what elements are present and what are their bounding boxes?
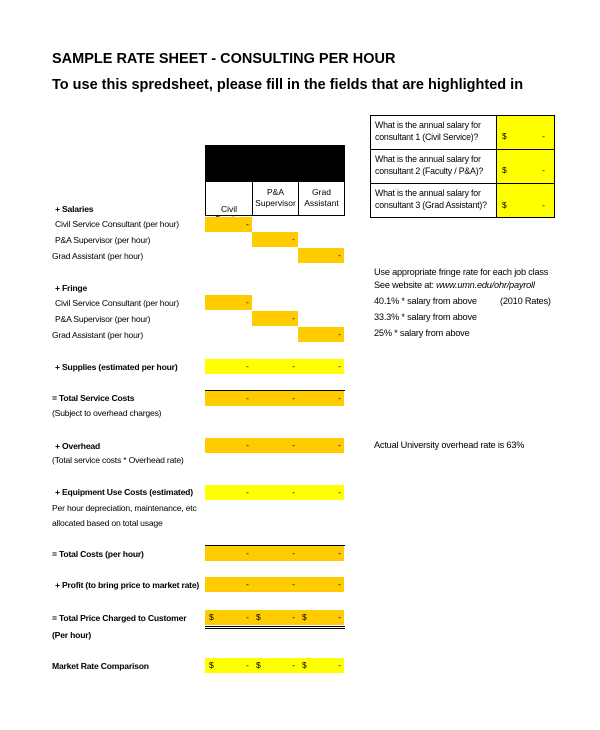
currency-symbol: $ [302, 612, 307, 622]
fringe-grad-label: Grad Assistant (per hour) [52, 330, 144, 340]
total-costs-civil-cell [205, 546, 252, 561]
column-header-grad-line2: Assistant [304, 198, 339, 208]
equipment-label: + Equipment Use Costs (estimated) [55, 487, 193, 497]
currency-symbol: $ [256, 612, 261, 622]
salaries-header: + Salaries [55, 204, 94, 214]
fringe-note-line-2 [374, 280, 535, 290]
cell-value: - [292, 579, 295, 589]
payroll-website-link[interactable]: www.umn.edu/ohr/payroll [436, 280, 535, 290]
cell-value: - [246, 440, 249, 450]
column-header-black-bar [205, 145, 345, 182]
page-subtitle: To use this spredsheet, please fill in the fields that are highlighted in [52, 77, 524, 93]
cell-value: - [292, 487, 295, 497]
cell-value: - [338, 579, 341, 589]
page-title: SAMPLE RATE SHEET - CONSULTING PER HOUR [52, 51, 396, 67]
overhead-civil-cell [205, 438, 252, 453]
cell-value: - [292, 660, 295, 670]
salary-input-1-currency: $ [502, 131, 507, 141]
fringe-note-prefix: See website at: [374, 280, 437, 290]
market-rate-civil-cell[interactable] [205, 658, 252, 673]
equipment-note-2: allocated based on total usage [52, 518, 163, 528]
salaries-grad-label: Grad Assistant (per hour) [52, 251, 144, 261]
cell-value: - [292, 361, 295, 371]
equipment-pa-cell[interactable] [252, 485, 298, 500]
cell-value: - [246, 361, 249, 371]
supplies-label: + Supplies (estimated per hour) [55, 362, 178, 372]
cell-value: - [246, 579, 249, 589]
salaries-grad-cell[interactable] [298, 248, 344, 263]
fringe-pa-cell[interactable] [252, 311, 298, 326]
profit-grad-cell [298, 577, 344, 592]
total-price-rule-2 [205, 628, 345, 629]
column-header-pa-line2: Supervisor [255, 198, 296, 208]
question-2-line-2: consultant 2 (Faculty / P&A)? [375, 166, 484, 176]
cell-value: - [292, 313, 295, 323]
total-price-civil-cell [205, 610, 252, 625]
supplies-pa-cell[interactable] [252, 359, 298, 374]
overhead-grad-cell [298, 438, 344, 453]
cell-value: - [338, 548, 341, 558]
salaries-pa-cell[interactable] [252, 232, 298, 247]
total-service-grad-cell [298, 391, 344, 406]
currency-symbol: $ [302, 660, 307, 670]
total-service-note: (Subject to overhead charges) [52, 408, 162, 418]
fringe-rate-grad: 25% * salary from above [374, 328, 470, 338]
overhead-note: (Total service costs * Overhead rate) [52, 455, 184, 465]
supplies-civil-cell[interactable] [205, 359, 252, 374]
cell-value: - [246, 393, 249, 403]
total-service-pa-cell [252, 391, 298, 406]
fringe-pa-label: P&A Supervisor (per hour) [55, 314, 151, 324]
question-box-2 [370, 149, 497, 184]
fringe-rate-year-note: (2010 Rates) [500, 296, 551, 306]
cell-value: - [338, 250, 341, 260]
column-header-pa-supervisor [252, 181, 299, 216]
cell-value: - [338, 487, 341, 497]
currency-symbol: $ [209, 660, 214, 670]
fringe-note-line-1: Use appropriate fringe rate for each job class [374, 267, 549, 277]
cell-value: - [246, 487, 249, 497]
salary-input-3[interactable] [496, 183, 555, 218]
cell-value: - [292, 440, 295, 450]
question-3-line-2: consultant 3 (Grad Assistant)? [375, 200, 487, 210]
market-rate-pa-cell[interactable] [252, 658, 298, 673]
cell-value: - [338, 361, 341, 371]
cell-value: - [338, 329, 341, 339]
cell-value: - [246, 612, 249, 622]
salaries-civil-label: Civil Service Consultant (per hour) [55, 219, 179, 229]
cell-value: - [338, 660, 341, 670]
profit-label: + Profit (to bring price to market rate) [55, 580, 200, 590]
question-box-1 [370, 115, 497, 150]
cell-value: - [338, 612, 341, 622]
cell-value: - [246, 548, 249, 558]
overhead-pa-cell [252, 438, 298, 453]
column-header-grad-assistant [298, 181, 345, 216]
market-rate-label: Market Rate Comparison [52, 661, 149, 671]
total-price-note: (Per hour) [52, 630, 92, 640]
total-costs-pa-cell [252, 546, 298, 561]
cell-value: - [338, 393, 341, 403]
fringe-header: + Fringe [55, 283, 88, 293]
fringe-rate-pa: 33.3% * salary from above [374, 312, 477, 322]
equipment-note-1: Per hour depreciation, maintenance, etc [52, 503, 197, 513]
currency-symbol: $ [256, 660, 261, 670]
column-header-civil-label: Civil [220, 204, 238, 214]
salaries-civil-cell[interactable] [205, 217, 252, 232]
profit-civil-cell [205, 577, 252, 592]
total-service-label: = Total Service Costs [52, 393, 135, 403]
cell-value: - [246, 297, 249, 307]
equipment-civil-cell[interactable] [205, 485, 252, 500]
salary-input-3-value: - [542, 200, 545, 210]
cell-value: - [338, 440, 341, 450]
salary-input-3-currency: $ [502, 200, 507, 210]
total-price-pa-cell [252, 610, 298, 625]
cell-value: - [292, 612, 295, 622]
overhead-label: + Overhead [55, 441, 101, 451]
currency-symbol: $ [209, 612, 214, 622]
column-header-grad-line1: Grad [312, 187, 331, 197]
question-3-line-1: What is the annual salary for [375, 188, 481, 198]
total-service-civil-cell [205, 391, 252, 406]
total-price-rule-1 [205, 626, 345, 627]
fringe-grad-cell[interactable] [298, 327, 344, 342]
cell-value: - [246, 219, 249, 229]
cell-value: - [246, 660, 249, 670]
column-header-civil-service [205, 181, 253, 216]
total-price-grad-cell [298, 610, 344, 625]
cell-value: - [292, 234, 295, 244]
cell-value: - [292, 548, 295, 558]
market-rate-grad-cell[interactable] [298, 658, 344, 673]
supplies-grad-cell[interactable] [298, 359, 344, 374]
fringe-civil-cell[interactable] [205, 295, 252, 310]
equipment-grad-cell[interactable] [298, 485, 344, 500]
salary-input-2-currency: $ [502, 165, 507, 175]
salary-input-1[interactable] [496, 115, 555, 150]
question-2-line-1: What is the annual salary for [375, 154, 481, 164]
salaries-pa-label: P&A Supervisor (per hour) [55, 235, 151, 245]
question-1-line-2: consultant 1 (Civil Service)? [375, 132, 479, 142]
question-box-3 [370, 183, 497, 218]
total-costs-grad-cell [298, 546, 344, 561]
question-1-line-1: What is the annual salary for [375, 120, 481, 130]
salary-input-2-value: - [542, 165, 545, 175]
fringe-rate-civil: 40.1% * salary from above [374, 296, 477, 306]
salary-input-2[interactable] [496, 149, 555, 184]
profit-pa-cell [252, 577, 298, 592]
salary-input-1-value: - [542, 131, 545, 141]
overhead-rate-note: Actual University overhead rate is 63% [374, 440, 525, 450]
total-price-label: = Total Price Charged to Customer [52, 613, 187, 623]
total-costs-label: = Total Costs (per hour) [52, 549, 144, 559]
column-header-pa-line1: P&A [266, 187, 284, 197]
cell-value: - [292, 393, 295, 403]
fringe-civil-label: Civil Service Consultant (per hour) [55, 298, 179, 308]
